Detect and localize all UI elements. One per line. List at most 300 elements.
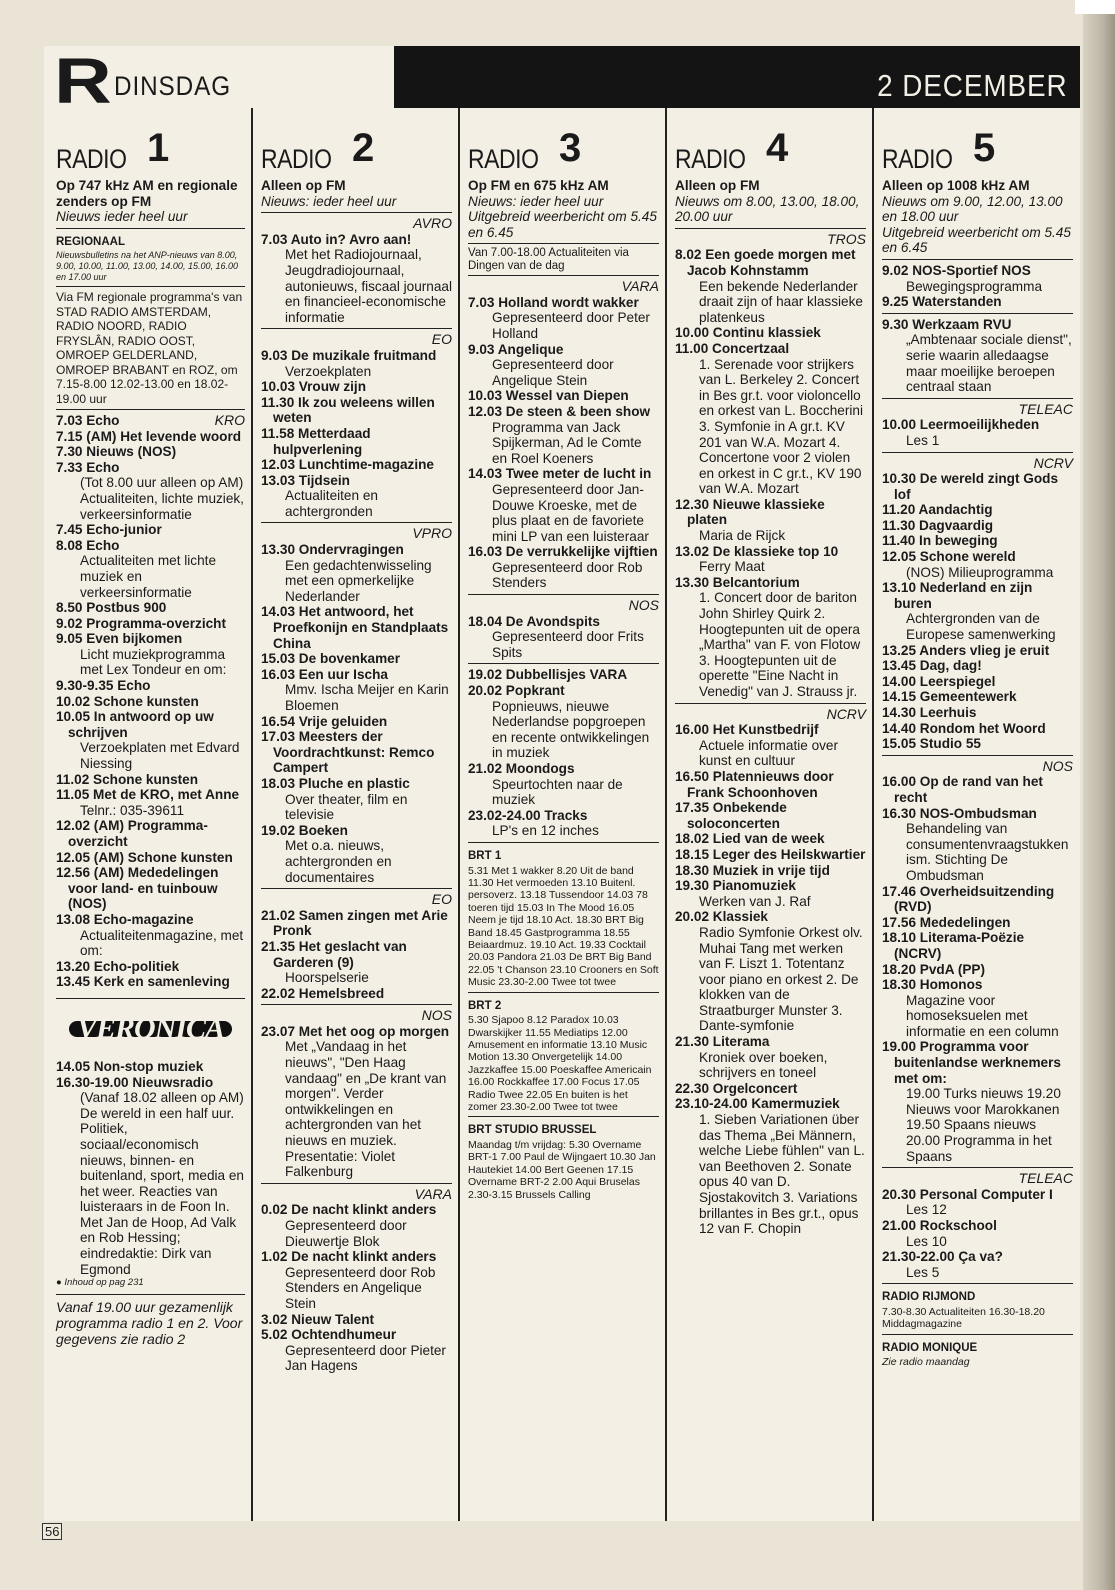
- program-description: (NOS) Milieuprogramma: [906, 564, 1054, 580]
- program-description: Hoorspelserie: [285, 970, 369, 986]
- program-title: 9.02 NOS-Sportief NOS: [882, 262, 1031, 278]
- radio1-column: [44, 108, 251, 1521]
- program-title: 11.58 Metterdaad hulpverlening: [261, 425, 371, 457]
- program-description: Speurtochten naar de muziek: [492, 776, 623, 808]
- program-description: Magazine voor homoseksuelen met informatie en een column: [906, 992, 1059, 1039]
- program-entry: [882, 1249, 1073, 1280]
- radio4-news: Nieuws om 8.00, 13.00, 18.00, 20.00 uur: [675, 193, 860, 225]
- radio2-title: [261, 120, 452, 175]
- program-entry: [882, 884, 1073, 915]
- divider: [56, 228, 245, 229]
- divider: [468, 594, 659, 595]
- station-label: RADIO: [56, 144, 127, 175]
- radio5-intro: Alleen op 1008 kHz AM: [882, 178, 1030, 193]
- program-description: Achtergronden van de Europese samenwerking: [906, 611, 1056, 643]
- program-entry: [56, 694, 245, 710]
- program-entry: [56, 631, 245, 678]
- program-entry: [261, 348, 452, 379]
- program-title: 12.05 Schone wereld: [882, 549, 1016, 565]
- program-description: Ferry Maat: [699, 559, 765, 575]
- program-description: LP's en 12 inches: [492, 823, 599, 839]
- radio3-note: Van 7.00-18.00 Actualiteiten via Dingen van de dag: [468, 247, 629, 272]
- program-description: Behandeling van consumentenvraagstukken ism. Stichting De Ombudsman: [906, 821, 1069, 883]
- program-entry: [468, 466, 659, 544]
- program-entry: [261, 1024, 452, 1180]
- program-title: 21.30 Literama: [675, 1034, 770, 1050]
- program-title: 13.03 Tijdsein: [261, 472, 350, 488]
- program-entry: [882, 502, 1073, 518]
- station-number: 2: [352, 126, 375, 170]
- program-entry: [882, 580, 1073, 642]
- regionaal-label: REGIONAAL: [56, 235, 125, 248]
- program-title: 7.30 Nieuws (NOS): [56, 444, 177, 460]
- program-description: 1. Sieben Variationen über das Thema „Bei Männern, welche Liebe fühlen" van L. van Beethoven 2. Sonate opus 40 van D. Sjostakovitch 3. Variations brillantes in Bes gr.t., opus 12 van F. Chopin: [699, 1112, 865, 1237]
- program-title: 13.02 De klassieke top 10: [675, 543, 839, 559]
- page-number: 56: [42, 1523, 62, 1540]
- program-title: 18.10 Literama-Poëzie (NCRV): [882, 930, 1025, 961]
- program-title: 16.00 Het Kunstbedrijf: [675, 722, 819, 738]
- program-entry: [882, 930, 1073, 961]
- radio1-intro: Op 747 kHz AM en regionale zenders op FM: [56, 178, 238, 209]
- program-entry: [56, 1059, 245, 1075]
- program-entry: [56, 772, 245, 788]
- program-title: 1.02 De nacht klinkt anders: [261, 1249, 437, 1265]
- divider: [882, 313, 1073, 314]
- program-description: Actuele informatie over kunst en cultuur: [699, 737, 839, 769]
- program-title: 18.15 Leger des Heilskwartier: [675, 846, 866, 862]
- divider: [468, 992, 659, 993]
- program-description: Gepresenteerd door Rob Stenders en Angelique Stein: [285, 1264, 436, 1311]
- program-title: 21.02 Moondogs: [468, 761, 575, 776]
- program-title: 16.00 Op de rand van het recht: [882, 774, 1043, 805]
- program-entry: [675, 1096, 866, 1236]
- page-corner: [1075, 0, 1115, 14]
- program-title: 19.02 Dubbellisjes VARA: [468, 667, 628, 683]
- program-entry: [675, 878, 866, 909]
- station-label: RADIO: [261, 144, 332, 175]
- program-entry: [261, 379, 452, 395]
- program-entry: [882, 471, 1073, 502]
- program-title: 14.03 Het antwoord, het Proefkonijn en Standplaats China: [261, 604, 449, 651]
- radio2-list: [261, 212, 452, 1374]
- program-entry: [261, 651, 452, 667]
- station-number: 1: [147, 126, 170, 170]
- program-description: Mmv. Ischa Meijer en Karin Bloemen: [285, 682, 449, 713]
- veronica-list: [56, 1059, 245, 1277]
- divider: [468, 1116, 659, 1117]
- program-description: Les 12: [906, 1202, 947, 1218]
- divider: [468, 275, 659, 276]
- program-title: 14.15 Gemeentewerk: [882, 689, 1017, 705]
- program-entry: [56, 678, 245, 694]
- program-title: 11.02 Schone kunsten: [56, 771, 199, 787]
- program-title: 16.03 De verrukkelijke vijftien: [468, 544, 658, 560]
- program-title: 7.03 Holland wordt wakker: [468, 294, 639, 310]
- program-entry: [468, 295, 659, 342]
- header-left: [44, 45, 394, 117]
- program-title: 9.03 Angelique: [468, 341, 564, 357]
- program-entry: [882, 806, 1073, 884]
- program-entry: [675, 247, 866, 325]
- radio4-title: [675, 120, 866, 175]
- program-description: Een bekende Nederlander draait zijn of haar klassieke platenkeus: [699, 278, 863, 325]
- network-label: VARA: [414, 1185, 452, 1202]
- program-description: Gepresenteerd door Jan-Douwe Kroeske, met de plus plaat en de favoriete mini LP van een luisteraar: [492, 481, 649, 544]
- divider: [882, 259, 1073, 260]
- program-description: Actualiteitenmagazine, met om:: [80, 927, 244, 959]
- program-entry: [56, 538, 245, 600]
- divider: [261, 1183, 452, 1184]
- divider: [675, 703, 866, 704]
- inhoud-text: Inhoud op pag 231: [64, 1277, 144, 1289]
- program-title: 12.30 Nieuwe klassieke platen: [675, 496, 825, 528]
- program-title: 21.30-22.00 Ça va?: [882, 1249, 1003, 1265]
- program-title: 7.03 Echo: [56, 412, 120, 428]
- program-entry: [468, 667, 659, 683]
- network-label: EO: [431, 331, 452, 348]
- program-description: Kroniek over boeken, schrijvers en toneel: [699, 1049, 828, 1081]
- program-description: „Ambtenaar sociale dienst", serie waarin alledaagse maar moeilijke beroepen centraal staan: [906, 332, 1072, 395]
- program-description: Gepresenteerd door Rob Stenders: [492, 559, 643, 591]
- program-title: 17.46 Overheidsuitzending (RVD): [882, 883, 1055, 915]
- program-entry: [468, 614, 659, 661]
- program-entry: [56, 522, 245, 538]
- divider: [261, 212, 452, 213]
- program-entry: [261, 823, 452, 885]
- program-title: 10.30 De wereld zingt Gods lof: [882, 471, 1059, 502]
- divider: [675, 228, 866, 229]
- program-entry: [56, 959, 245, 975]
- program-entry: [261, 939, 452, 986]
- network-label: VPRO: [412, 525, 452, 542]
- program-description: Werken van J. Raf: [699, 893, 811, 909]
- program-entry: [261, 1202, 452, 1249]
- program-entry: [675, 1081, 866, 1097]
- program-entry: [675, 769, 866, 800]
- network-label: NOS: [628, 597, 659, 614]
- program-title: 13.45 Kerk en samenleving: [56, 974, 230, 990]
- program-title: 7.45 Echo-junior: [56, 522, 162, 538]
- brussel-label: BRT STUDIO BRUSSEL: [468, 1124, 597, 1137]
- radio2-intro: Alleen op FM: [261, 178, 346, 193]
- program-entry: [882, 658, 1073, 674]
- program-entry: [882, 263, 1073, 294]
- program-entry: [675, 847, 866, 863]
- radio5-weather: Uitgebreid weerbericht om 5.45 en 6.45: [882, 224, 1071, 256]
- program-entry: [56, 912, 245, 959]
- program-title: 13.30 Belcantorium: [675, 574, 800, 590]
- program-description: Gepresenteerd door Angelique Stein: [492, 357, 614, 388]
- program-entry: [882, 643, 1073, 659]
- radio3-weather: Uitgebreid weerbericht om 5.45 en 6.45: [468, 209, 657, 240]
- schedule-columns: [44, 108, 1080, 1521]
- program-title: 18.30 Homonos: [882, 977, 983, 993]
- program-title: 9.30-9.35 Echo: [56, 678, 151, 694]
- program-description: Telnr.: 035-39611: [80, 802, 185, 818]
- page-edge: [1083, 0, 1115, 1590]
- program-title: 13.25 Anders vlieg je eruit: [882, 642, 1050, 658]
- divider: [56, 286, 245, 287]
- program-entry: [882, 721, 1073, 737]
- program-title: 9.30 Werkzaam RVU: [882, 316, 1012, 332]
- program-entry: [261, 426, 452, 457]
- radio2-column: [251, 108, 458, 1521]
- program-entry: [882, 962, 1073, 978]
- divider: [882, 1283, 1073, 1284]
- radio1-list: [56, 413, 245, 990]
- program-title: 13.30 Ondervragingen: [261, 542, 404, 558]
- program-title: 7.15 (AM) Het levende woord: [56, 428, 242, 444]
- program-description: Maria de Rijck: [699, 528, 786, 544]
- program-title: 16.30-19.00 Nieuwsradio: [56, 1074, 214, 1090]
- header-right: [394, 46, 1080, 108]
- program-title: 7.03 Auto in? Avro aan!: [261, 231, 412, 247]
- network-label: TELEAC: [1018, 1170, 1073, 1187]
- station-number: 4: [766, 126, 789, 170]
- program-title: 11.40 In beweging: [882, 533, 998, 549]
- program-entry: [261, 232, 452, 326]
- program-title: 15.05 Studio 55: [882, 736, 981, 752]
- program-entry: [882, 1187, 1073, 1218]
- program-title: 23.07 Met het oog op morgen: [261, 1023, 450, 1039]
- network-label: VARA: [621, 278, 659, 295]
- program-title: 22.30 Orgelconcert: [675, 1080, 798, 1096]
- program-title: 17.03 Meesters der Voordrachtkunst: Remco Campert: [261, 729, 435, 776]
- program-entry: [56, 600, 245, 616]
- program-title: 10.02 Schone kunsten: [56, 693, 199, 709]
- program-title: 11.30 Dagvaardig: [882, 517, 994, 533]
- program-title: 0.02 De nacht klinkt anders: [261, 1202, 437, 1218]
- day-label: DINSDAG: [114, 71, 232, 101]
- monique-label: RADIO MONIQUE: [882, 1341, 978, 1354]
- program-title: 13.08 Echo-magazine: [56, 911, 194, 927]
- divider: [468, 663, 659, 664]
- program-title: 18.02 Lied van de week: [675, 831, 825, 847]
- program-title: 12.02 (AM) Programma-overzicht: [56, 818, 208, 849]
- program-entry: [56, 444, 245, 460]
- program-title: 19.30 Pianomuziek: [675, 878, 796, 894]
- program-entry: [261, 1249, 452, 1311]
- program-description: Popnieuws, nieuwe Nederlandse popgroepen en recente ontwikkelingen in muziek: [492, 698, 650, 761]
- program-description: 1. Concert door de bariton John Shirley Quirk 2. Hoogtepunten uit de opera „Martha" van F. von Flotow 3. Hoogtepunten uit de operette "Eine Nacht in Venedig" van J. Strauss jr.: [699, 590, 861, 699]
- brt1-text: 5.31 Met 1 wakker 8.20 Uit de band 11.30 Het vermoeden 13.10 Buitenl. persoverz. 13.18 Tussendoor 14.03 78 toeren tijd 15.03 In The Mood 16.05 Neem je tijd 18.10 Act. 18.30 BRT Big Band 18.45 Gastprogramma 18.55 Beiaardmuz. 19.10 Act. 19.33 Cocktail 20.03 Pandora 21.03 De BRT Big Band 22.05 't Chanson 23.10 Crooners en Soft Music 23.30-2.00 Twee tot twee: [468, 864, 659, 989]
- program-title: 10.00 Leermoeilijkheden: [882, 417, 1040, 433]
- program-entry: [675, 341, 866, 497]
- program-entry: [261, 395, 452, 426]
- program-title: 9.03 De muzikale fruitmand: [261, 347, 437, 363]
- program-description: 19.00 Turks nieuws 19.20 Nieuws voor Marokkanen 19.50 Spaans nieuws 20.00 Programma in het Spaans: [906, 1086, 1061, 1164]
- program-description: Verzoekplaten met Edvard Niessing: [80, 740, 240, 772]
- program-description: Gepresenteerd door Peter Holland: [492, 310, 650, 341]
- program-title: 12.05 (AM) Schone kunsten: [56, 849, 233, 865]
- program-entry: [56, 1075, 245, 1278]
- station-number: 3: [559, 126, 582, 170]
- program-title: 5.02 Ochtendhumeur: [261, 1327, 397, 1343]
- divider: [261, 328, 452, 329]
- station-label: RADIO: [675, 144, 746, 175]
- date-label: 2 DECEMBER: [877, 68, 1068, 103]
- program-entry: [468, 544, 659, 591]
- program-description: Les 1: [906, 432, 940, 448]
- program-title: 13.45 Dag, dag!: [882, 658, 982, 674]
- radio5-title: [882, 120, 1073, 175]
- network-label: NCRV: [826, 705, 866, 722]
- program-description: Actualiteiten en achtergronden: [285, 488, 378, 519]
- program-title: 10.03 Vrouw zijn: [261, 379, 367, 395]
- program-entry: [882, 915, 1073, 931]
- station-label: RADIO: [468, 144, 539, 175]
- program-entry: [468, 342, 659, 389]
- program-title: 14.30 Leerhuis: [882, 705, 977, 720]
- radio3-column: [458, 108, 665, 1521]
- program-title: 13.10 Nederland en zijn buren: [882, 580, 1033, 611]
- program-description: Over theater, film en televisie: [285, 791, 408, 823]
- program-description: Gepresenteerd door Pieter Jan Hagens: [285, 1342, 446, 1374]
- program-title: 9.25 Waterstanden: [882, 294, 1002, 310]
- radio4-intro: Alleen op FM: [675, 178, 760, 193]
- station-number: 5: [973, 126, 996, 170]
- program-entry: [56, 865, 245, 912]
- program-title: 21.00 Rockschool: [882, 1218, 997, 1233]
- brt2-label: BRT 2: [468, 999, 502, 1012]
- program-entry: [56, 850, 245, 866]
- program-entry: [882, 736, 1073, 752]
- program-title: 23.02-24.00 Tracks: [468, 807, 588, 823]
- program-title: 14.05 Non-stop muziek: [56, 1058, 204, 1074]
- program-description: Actualiteiten met lichte muziek en verkeersinformatie: [80, 553, 217, 600]
- program-entry: [882, 674, 1073, 690]
- program-entry: [675, 831, 866, 847]
- program-title: 9.05 Even bijkomen: [56, 631, 183, 647]
- program-entry: [261, 908, 452, 939]
- program-title: 10.05 In antwoord op uw schrijven: [56, 709, 214, 740]
- network-label: TELEAC: [1018, 400, 1073, 417]
- program-entry: [675, 800, 866, 831]
- program-entry: [675, 544, 866, 575]
- radio5-news: Nieuws om 9.00, 12.00, 13.00 en 18.00 uur: [882, 193, 1063, 225]
- program-title: 8.08 Echo: [56, 537, 120, 553]
- program-description: Met „Vandaag in het nieuws", "Den Haag vandaag" en „De krant van morgen". Verder ontwikkelingen en achtergronden van het nieuws en muziek. Presentatie: Violet Falkenburg: [285, 1039, 447, 1180]
- program-entry: [882, 549, 1073, 580]
- program-entry: [56, 974, 245, 990]
- program-entry: [261, 604, 452, 651]
- radio5-column: [872, 108, 1079, 1521]
- program-title: 17.56 Mededelingen: [882, 914, 1011, 930]
- program-title: 15.03 De bovenkamer: [261, 651, 401, 667]
- divider: [882, 398, 1073, 399]
- program-description: Licht muziekprogramma met Lex Tondeur en om:: [80, 646, 227, 678]
- regionaal-text: Nieuwsbulletins na het ANP-nieuws van 8.00, 9.00, 10.00, 11.00, 13.00, 14.00, 15.00, 16.00 en 17.00 uur: [56, 250, 238, 283]
- program-entry: [675, 863, 866, 879]
- program-description: Les 10: [906, 1233, 947, 1249]
- program-entry: [675, 909, 866, 1034]
- veronica-logo: [56, 998, 245, 1053]
- network-label: EO: [431, 891, 452, 908]
- program-entry: [261, 1312, 452, 1328]
- program-title: 21.35 Het geslacht van Garderen (9): [261, 938, 407, 970]
- program-description: Verzoekplaten: [285, 363, 372, 379]
- program-description: (Tot 8.00 uur alleen op AM) Actualiteiten, lichte muziek, verkeersinformatie: [80, 475, 244, 522]
- program-entry: [882, 1039, 1073, 1164]
- program-title: 16.54 Vrije geluiden: [261, 713, 388, 729]
- program-entry: [56, 709, 245, 771]
- radio3-title: [468, 120, 659, 175]
- program-title: 11.30 Ik zou weleens willen weten: [261, 394, 435, 426]
- program-title: 10.00 Continu klassiek: [675, 325, 821, 341]
- program-title: 10.03 Wessel van Diepen: [468, 388, 629, 404]
- program-description: Gepresenteerd door Frits Spits: [492, 629, 644, 660]
- program-entry: [675, 497, 866, 544]
- program-title: 13.20 Echo-politiek: [56, 958, 180, 974]
- program-entry: [468, 808, 659, 839]
- brt2-text: 5.30 Sjapoo 8.12 Paradox 10.03 Dwarskijker 11.55 Mediatips 12.00 Amusement en informatie 13.10 Music Motion 13.30 Onvergetelijk 14.00 Jazzkaffee 15.00 Poeskaffee Americain 16.00 Rockkaffee 17.00 Focus 17.05 Radio Twee 22.05 En buiten is het zomer 23.30-2.00 Twee tot twee: [468, 1014, 652, 1114]
- program-description: Les 5: [906, 1264, 940, 1280]
- program-title: 20.02 Klassiek: [675, 909, 768, 925]
- program-title: 12.03 Lunchtime-magazine: [261, 457, 434, 473]
- program-entry: [882, 1218, 1073, 1249]
- program-description: Bewegingsprogramma: [906, 278, 1043, 294]
- section-letter: R: [54, 45, 110, 117]
- radio5-list: [882, 259, 1073, 1280]
- program-title: 11.05 Met de KRO, met Anne: [56, 787, 240, 803]
- program-entry: [882, 705, 1073, 721]
- program-entry: [261, 986, 452, 1002]
- rijmond-text: 7.30-8.30 Actualiteiten 16.30-18.20 Middagmagazine: [882, 1305, 1045, 1331]
- page-header: [44, 45, 1080, 117]
- program-title: 21.02 Samen zingen met Arie Pronk: [261, 907, 448, 939]
- program-entry: [261, 457, 452, 473]
- program-title: 18.20 PvdA (PP): [882, 961, 986, 977]
- program-title: 18.30 Muziek in vrije tijd: [675, 862, 830, 878]
- program-title: 14.00 Leerspiegel: [882, 673, 996, 689]
- program-description: Een gedachtenwisseling met een opmerkelijke Nederlander: [285, 557, 432, 604]
- radio4-list: [675, 228, 866, 1237]
- program-entry: [261, 714, 452, 730]
- program-description: 1. Serenade voor strijkers van L. Berkeley 2. Concert in Bes gr.t. voor violoncello en orkest van L. Boccherini 3. Symfonie in A gr.t. KV 201 van W.A. Mozart 4. Concertone voor 2 violen en orkest in C gr.t., KV 190 van W.A. Mozart: [699, 356, 863, 497]
- program-entry: [56, 616, 245, 632]
- program-entry: [882, 294, 1073, 310]
- divider: [261, 888, 452, 889]
- program-entry: [675, 722, 866, 769]
- program-title: 11.20 Aandachtig: [882, 502, 993, 518]
- radio2-news: Nieuws: ieder heel uur: [261, 193, 397, 209]
- divider: [882, 755, 1073, 756]
- program-entry: [56, 818, 245, 849]
- program-title: 18.03 Pluche en plastic: [261, 775, 410, 791]
- program-entry: [882, 518, 1073, 534]
- program-entry: [261, 667, 452, 714]
- program-description: Programma van Jack Spijkerman, Ad le Comte en Roel Koeners: [492, 419, 642, 466]
- network-label: NOS: [1042, 757, 1073, 774]
- program-entry: [882, 774, 1073, 805]
- divider: [468, 842, 659, 843]
- program-description: Met o.a. nieuws, achtergronden en documentaires: [285, 838, 392, 885]
- network-label: NOS: [421, 1007, 452, 1024]
- program-entry: [675, 325, 866, 341]
- program-entry: [468, 388, 659, 404]
- monique-text: Zie radio maandag: [882, 1356, 970, 1369]
- program-entry: [261, 776, 452, 823]
- program-title: 16.30 NOS-Ombudsman: [882, 805, 1037, 821]
- radio1-footnote: Vanaf 19.00 uur gezamenlijk programma radio 1 en 2. Voor gegevens zie radio 2: [56, 1294, 245, 1347]
- program-title: 9.02 Programma-overzicht: [56, 615, 226, 631]
- network-label: TROS: [827, 230, 866, 247]
- program-title: 19.02 Boeken: [261, 822, 348, 838]
- rijmond-label: RADIO RIJMOND: [882, 1291, 976, 1304]
- program-entry: [261, 1327, 452, 1374]
- program-entry: [56, 787, 245, 818]
- divider: [882, 452, 1073, 453]
